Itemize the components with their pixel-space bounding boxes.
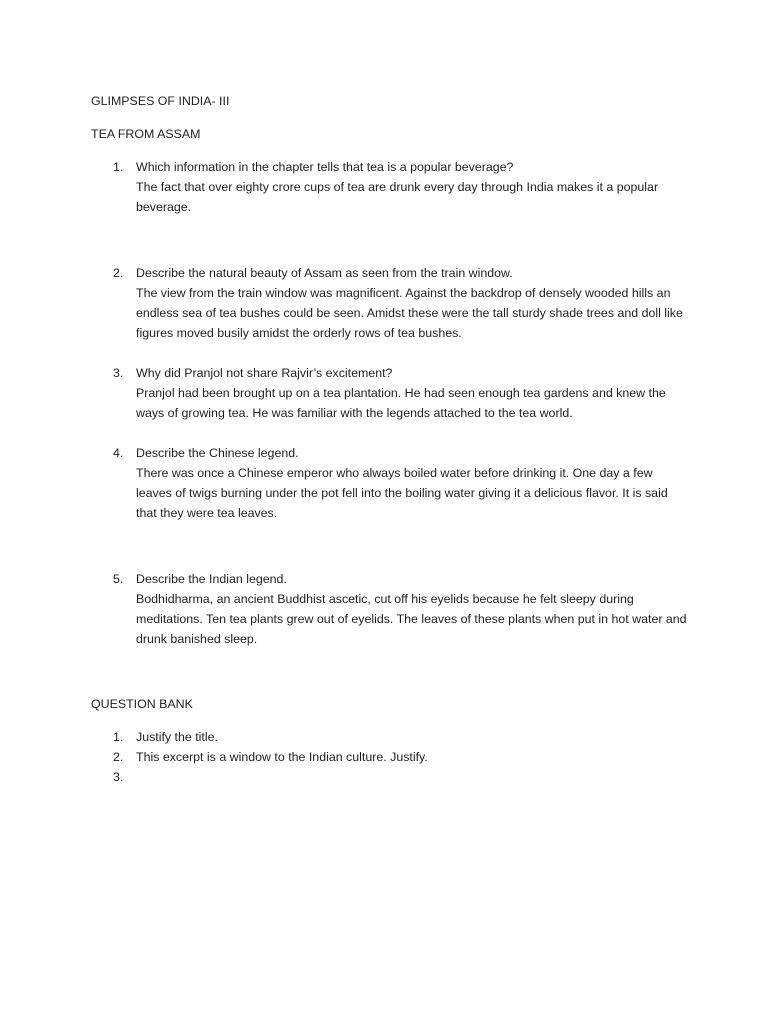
question-bank-number: 3.	[113, 770, 124, 784]
chapter-title: TEA FROM ASSAM	[91, 127, 201, 141]
qa-answer: Bodhidharma, an ancient Buddhist ascetic, cut off his eyelids because he felt sleepy during meditations. Ten tea plants grew out of eyelids. The leaves of these plants when put in hot water and drunk banished sleep.	[136, 592, 687, 646]
qa-answer: The view from the train window was magnificent. Against the backdrop of densely wooded hills an endless sea of tea bushes could be seen. Amidst these were the tall sturdy shade trees and doll like figures moved busily amidst the orderly rows of tea bushes.	[136, 286, 683, 340]
qa-number: 1.	[113, 160, 124, 174]
qa-question: Why did Pranjol not share Rajvir’s excitement?	[136, 366, 393, 380]
qa-question: Describe the Chinese legend.	[136, 446, 299, 460]
qa-answer: Pranjol had been brought up on a tea plantation. He had seen enough tea gardens and knew the ways of growing tea. He was familiar with the legends attached to the tea world.	[136, 386, 666, 420]
question-bank-heading: QUESTION BANK	[91, 697, 193, 711]
qa-answer: There was once a Chinese emperor who always boiled water before drinking it. One day a few leaves of twigs burning under the pot fell into the boiling water giving it a delicious flavor. It is said that they were tea leaves.	[136, 466, 668, 520]
question-bank-number: 2.	[113, 750, 124, 764]
qa-number: 3.	[113, 366, 124, 380]
qa-question: Describe the natural beauty of Assam as seen from the train window.	[136, 266, 513, 280]
question-bank-text: This excerpt is a window to the Indian culture. Justify.	[136, 750, 428, 764]
qa-question: Describe the Indian legend.	[136, 572, 287, 586]
question-bank-text: Justify the title.	[136, 730, 218, 744]
qa-number: 4.	[113, 446, 124, 460]
qa-answer: The fact that over eighty crore cups of tea are drunk every day through India makes it a popular beverage.	[136, 180, 659, 214]
document-title: GLIMPSES OF INDIA- III	[91, 94, 230, 108]
qa-question: Which information in the chapter tells that tea is a popular beverage?	[136, 160, 514, 174]
qa-number: 5.	[113, 572, 124, 586]
question-bank-number: 1.	[113, 730, 124, 744]
qa-number: 2.	[113, 266, 124, 280]
